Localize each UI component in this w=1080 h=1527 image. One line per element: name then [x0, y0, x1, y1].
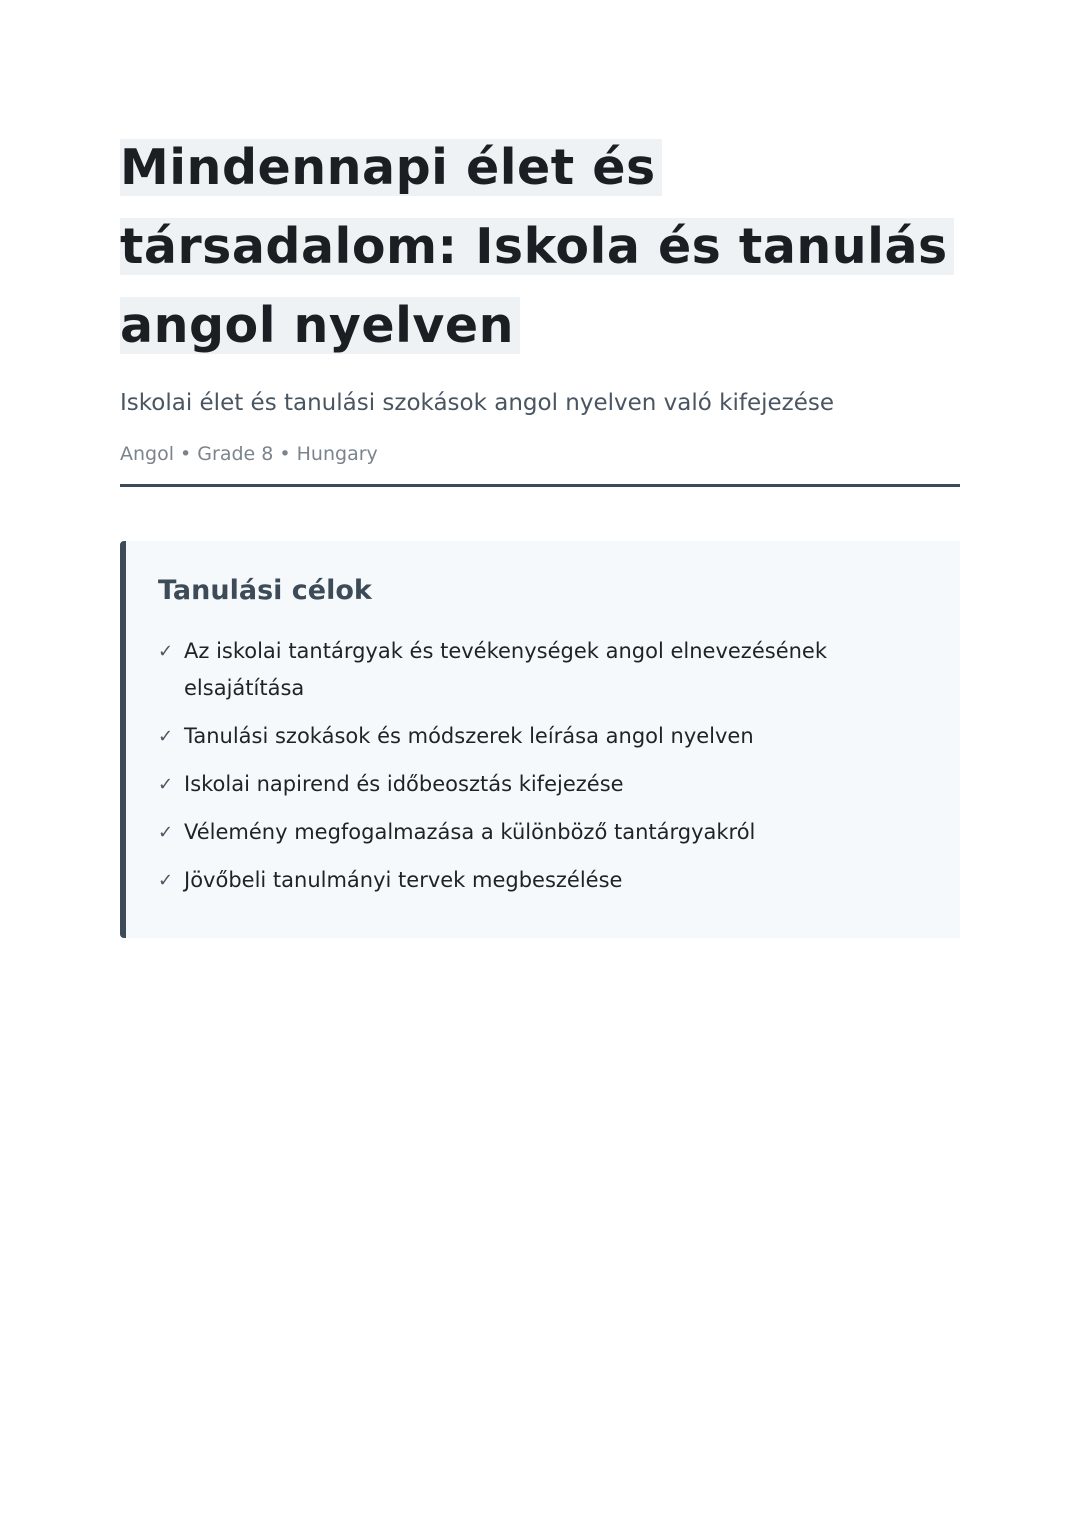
objective-item — [158, 814, 878, 851]
objective-text: Tanulási szokások és módszerek leírása angol nyelven — [184, 724, 754, 748]
learning-objectives-box — [120, 541, 960, 938]
objective-text: Jövőbeli tanulmányi tervek megbeszélése — [184, 868, 623, 892]
check-icon: ✓ — [158, 641, 174, 662]
page-title — [120, 128, 960, 365]
objectives-heading: Tanulási célok — [158, 575, 372, 606]
objective-text: Iskolai napirend és időbeosztás kifejezése — [184, 772, 624, 796]
objectives-list — [158, 633, 920, 899]
objective-item — [158, 718, 878, 755]
objective-text: Az iskolai tantárgyak és tevékenységek angol elnevezésének elsajátítása — [184, 639, 828, 700]
objective-text: Vélemény megfogalmazása a különböző tantárgyakról — [184, 820, 756, 844]
objective-item — [158, 766, 878, 803]
document-header — [120, 128, 960, 467]
check-icon: ✓ — [158, 870, 174, 891]
page-subtitle: Iskolai élet és tanulási szokások angol nyelven való kifejezése — [120, 390, 834, 416]
check-icon: ✓ — [158, 774, 174, 795]
check-icon: ✓ — [158, 726, 174, 747]
document-meta: Angol • Grade 8 • Hungary — [120, 443, 378, 465]
objective-item — [158, 633, 878, 707]
page-title-text: Mindennapi élet és társadalom: Iskola és tanulás angol nyelven — [120, 139, 954, 354]
header-divider — [120, 484, 960, 487]
objective-item — [158, 862, 878, 899]
check-icon: ✓ — [158, 822, 174, 843]
